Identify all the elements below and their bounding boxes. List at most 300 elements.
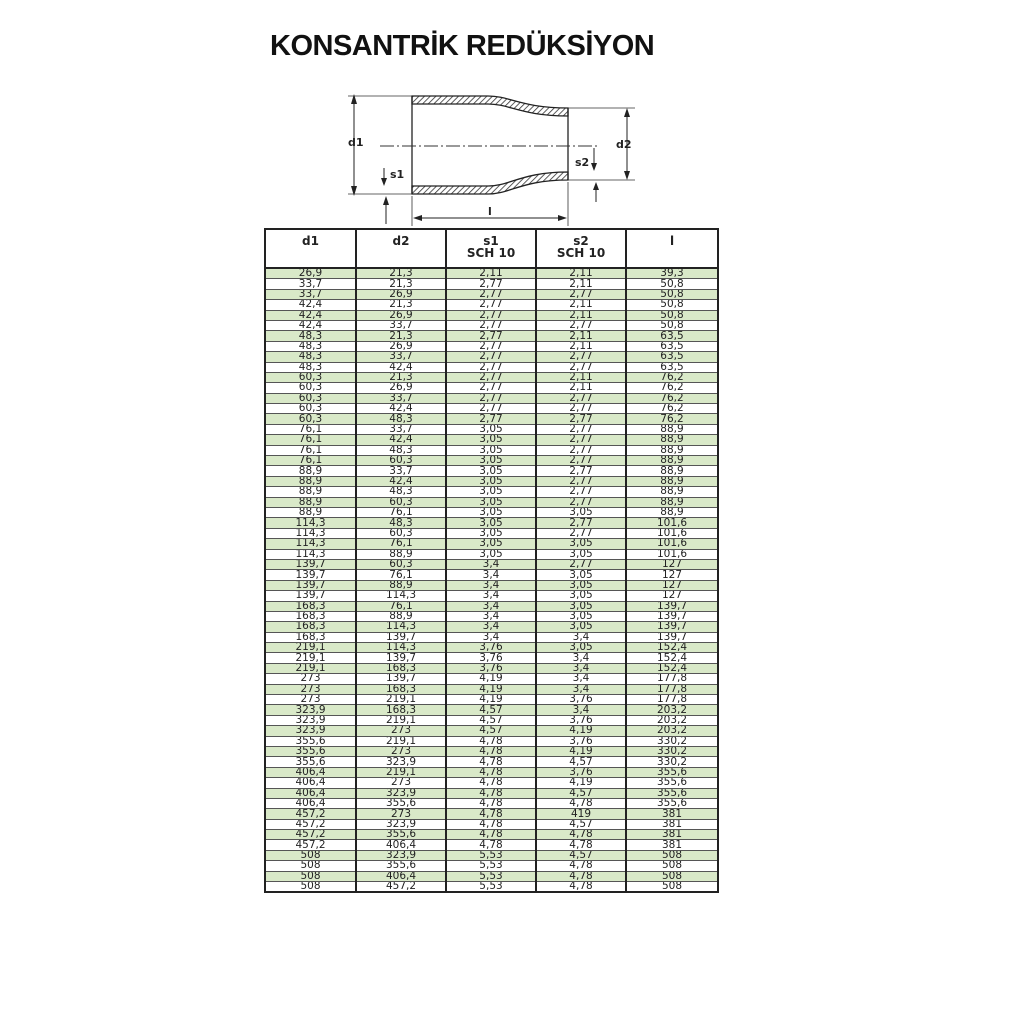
d2-label: d2 [616,138,632,151]
cell-s1: 3,05 [446,528,536,538]
cell-s2: 419 [536,809,626,819]
cell-d1: 88,9 [265,476,356,486]
reducer-wall-top [412,96,568,116]
table-row [265,404,718,414]
cell-l: 381 [626,819,718,829]
cell-d1: 457,2 [265,809,356,819]
page-title: KONSANTRİK REDÜKSİYON [270,30,655,62]
cell-l: 508 [626,871,718,881]
table-row [265,300,718,310]
cell-d2: 355,6 [356,830,446,840]
cell-l: 101,6 [626,518,718,528]
cell-d1: 88,9 [265,507,356,517]
cell-s1: 4,78 [446,819,536,829]
cell-l: 88,9 [626,476,718,486]
cell-s2: 4,57 [536,788,626,798]
cell-s1: 3,4 [446,580,536,590]
cell-s2: 2,77 [536,352,626,362]
cell-s1: 3,05 [446,466,536,476]
cell-d1: 406,4 [265,767,356,777]
cell-s2: 4,57 [536,819,626,829]
cell-s1: 3,76 [446,643,536,653]
cell-d2: 33,7 [356,466,446,476]
cell-d2: 355,6 [356,798,446,808]
cell-s1: 2,77 [446,362,536,372]
cell-s2: 4,78 [536,871,626,881]
cell-s2: 2,11 [536,331,626,341]
cell-d2: 60,3 [356,497,446,507]
cell-l: 88,9 [626,487,718,497]
cell-d1: 76,1 [265,456,356,466]
cell-l: 139,7 [626,622,718,632]
cell-s2: 2,77 [536,445,626,455]
cell-s2: 3,76 [536,767,626,777]
cell-d2: 323,9 [356,819,446,829]
cell-d2: 60,3 [356,559,446,569]
cell-d1: 219,1 [265,653,356,663]
cell-l: 381 [626,830,718,840]
cell-s2: 2,77 [536,497,626,507]
table-row [265,393,718,403]
table-row [265,695,718,705]
cell-s1: 3,05 [446,518,536,528]
cell-l: 381 [626,809,718,819]
cell-d1: 60,3 [265,372,356,382]
cell-d1: 139,7 [265,559,356,569]
cell-s1: 2,77 [446,341,536,351]
cell-s2: 3,76 [536,715,626,725]
table-row [265,591,718,601]
cell-l: 203,2 [626,705,718,715]
cell-d1: 114,3 [265,518,356,528]
cell-d2: 33,7 [356,393,446,403]
cell-s1: 3,05 [446,497,536,507]
cell-s1: 2,77 [446,414,536,424]
cell-d1: 26,9 [265,268,356,279]
cell-l: 330,2 [626,757,718,767]
cell-s1: 3,76 [446,663,536,673]
cell-s2: 4,19 [536,726,626,736]
cell-d1: 219,1 [265,663,356,673]
cell-l: 50,8 [626,300,718,310]
cell-s1: 3,05 [446,487,536,497]
cell-l: 355,6 [626,788,718,798]
cell-s2: 2,77 [536,518,626,528]
cell-l: 139,7 [626,601,718,611]
cell-d2: 168,3 [356,684,446,694]
cell-s1: 2,77 [446,352,536,362]
cell-d2: 457,2 [356,882,446,893]
cell-d1: 457,2 [265,819,356,829]
table-header-row [265,229,718,268]
cell-s1: 5,53 [446,871,536,881]
cell-s1: 3,4 [446,632,536,642]
cell-d2: 88,9 [356,580,446,590]
cell-l: 88,9 [626,466,718,476]
cell-d2: 60,3 [356,528,446,538]
table-row [265,601,718,611]
cell-s2: 3,4 [536,674,626,684]
cell-d2: 273 [356,746,446,756]
cell-s2: 2,11 [536,341,626,351]
cell-d1: 76,1 [265,435,356,445]
cell-d1: 323,9 [265,705,356,715]
cell-s1: 3,4 [446,611,536,621]
cell-s2: 3,4 [536,684,626,694]
cell-l: 355,6 [626,798,718,808]
cell-d1: 60,3 [265,414,356,424]
cell-s1: 3,4 [446,570,536,580]
cell-l: 88,9 [626,435,718,445]
header-s2: s2 SCH 10 [536,229,626,268]
cell-s1: 2,77 [446,289,536,299]
cell-d2: 21,3 [356,300,446,310]
cell-l: 88,9 [626,497,718,507]
table-row [265,518,718,528]
cell-s1: 2,11 [446,268,536,279]
cell-d1: 139,7 [265,591,356,601]
cell-d1: 88,9 [265,466,356,476]
table-row [265,320,718,330]
cell-d1: 48,3 [265,362,356,372]
cell-s1: 4,78 [446,767,536,777]
cell-s2: 3,05 [536,622,626,632]
table-row [265,466,718,476]
cell-d1: 33,7 [265,279,356,289]
cell-d1: 48,3 [265,331,356,341]
cell-d2: 219,1 [356,767,446,777]
reducer-diagram [340,84,640,228]
cell-d1: 33,7 [265,289,356,299]
cell-s1: 4,78 [446,840,536,850]
cell-l: 50,8 [626,279,718,289]
cell-d2: 273 [356,726,446,736]
cell-s1: 4,78 [446,746,536,756]
cell-s2: 2,77 [536,320,626,330]
cell-s2: 3,4 [536,632,626,642]
cell-s1: 2,77 [446,372,536,382]
table-row [265,809,718,819]
cell-d1: 355,6 [265,736,356,746]
cell-s1: 3,05 [446,424,536,434]
cell-s1: 2,77 [446,310,536,320]
reducer-wall-bottom [412,172,568,194]
table-row [265,456,718,466]
cell-d2: 26,9 [356,289,446,299]
cell-s2: 2,77 [536,393,626,403]
cell-l: 139,7 [626,611,718,621]
cell-d1: 139,7 [265,570,356,580]
table-row [265,840,718,850]
table-row [265,435,718,445]
cell-d2: 26,9 [356,383,446,393]
table-row [265,268,718,279]
cell-s2: 3,4 [536,653,626,663]
cell-l: 101,6 [626,549,718,559]
cell-d2: 21,3 [356,268,446,279]
cell-s2: 3,05 [536,549,626,559]
cell-s2: 3,4 [536,705,626,715]
cell-s1: 3,4 [446,601,536,611]
cell-s2: 2,77 [536,424,626,434]
cell-l: 127 [626,570,718,580]
cell-d2: 219,1 [356,736,446,746]
cell-l: 355,6 [626,778,718,788]
cell-l: 381 [626,840,718,850]
table-row [265,767,718,777]
cell-d2: 42,4 [356,362,446,372]
table-row [265,674,718,684]
cell-s2: 4,57 [536,757,626,767]
cell-s2: 3,05 [536,507,626,517]
cell-s1: 5,53 [446,882,536,893]
cell-l: 177,8 [626,695,718,705]
cell-l: 39,3 [626,268,718,279]
cell-d2: 26,9 [356,341,446,351]
cell-d2: 48,3 [356,487,446,497]
cell-l: 88,9 [626,445,718,455]
cell-d1: 508 [265,882,356,893]
cell-s1: 4,78 [446,788,536,798]
cell-s1: 5,53 [446,850,536,860]
cell-s1: 3,05 [446,456,536,466]
cell-d2: 48,3 [356,414,446,424]
cell-s1: 4,57 [446,726,536,736]
cell-s1: 3,05 [446,435,536,445]
table-row [265,726,718,736]
cell-s2: 3,05 [536,591,626,601]
table-row [265,372,718,382]
cell-s1: 2,77 [446,300,536,310]
cell-d1: 219,1 [265,643,356,653]
cell-d2: 139,7 [356,653,446,663]
table-row [265,487,718,497]
cell-d2: 76,1 [356,570,446,580]
cell-s2: 4,19 [536,746,626,756]
table-row [265,476,718,486]
cell-l: 50,8 [626,310,718,320]
cell-l: 508 [626,850,718,860]
cell-s1: 4,78 [446,736,536,746]
cell-s1: 4,78 [446,778,536,788]
cell-s1: 4,78 [446,830,536,840]
cell-d2: 168,3 [356,663,446,673]
cell-d1: 168,3 [265,611,356,621]
cell-s2: 2,77 [536,487,626,497]
d1-label: d1 [348,136,364,149]
cell-s2: 2,77 [536,404,626,414]
cell-d1: 168,3 [265,632,356,642]
cell-l: 127 [626,591,718,601]
cell-d2: 323,9 [356,757,446,767]
cell-l: 76,2 [626,414,718,424]
cell-s2: 3,05 [536,539,626,549]
dimension-table [264,228,719,893]
cell-s1: 4,19 [446,695,536,705]
cell-s1: 4,78 [446,809,536,819]
cell-d2: 88,9 [356,549,446,559]
cell-d1: 88,9 [265,487,356,497]
table-row [265,705,718,715]
cell-d1: 114,3 [265,539,356,549]
cell-d2: 42,4 [356,404,446,414]
cell-d2: 114,3 [356,591,446,601]
cell-d2: 114,3 [356,622,446,632]
table-row [265,632,718,642]
cell-d2: 33,7 [356,424,446,434]
cell-l: 139,7 [626,632,718,642]
s2-label: s2 [575,156,590,169]
cell-s2: 2,77 [536,289,626,299]
cell-d2: 76,1 [356,507,446,517]
cell-s1: 4,78 [446,757,536,767]
table-row [265,279,718,289]
cell-d2: 139,7 [356,632,446,642]
cell-l: 127 [626,559,718,569]
l-label: l [488,205,492,218]
cell-s2: 4,78 [536,882,626,893]
cell-s1: 3,05 [446,507,536,517]
cell-d2: 42,4 [356,476,446,486]
table-row [265,445,718,455]
cell-l: 152,4 [626,643,718,653]
table-row [265,830,718,840]
cell-s1: 2,77 [446,393,536,403]
cell-l: 63,5 [626,341,718,351]
cell-s2: 3,4 [536,663,626,673]
table-row [265,528,718,538]
cell-l: 152,4 [626,663,718,673]
cell-s2: 2,11 [536,372,626,382]
table-row [265,580,718,590]
cell-l: 508 [626,861,718,871]
cell-l: 50,8 [626,289,718,299]
cell-d1: 114,3 [265,528,356,538]
cell-d1: 42,4 [265,320,356,330]
table-row [265,778,718,788]
cell-d2: 323,9 [356,788,446,798]
cell-d2: 42,4 [356,435,446,445]
cell-l: 203,2 [626,726,718,736]
cell-d1: 323,9 [265,726,356,736]
cell-d1: 60,3 [265,383,356,393]
cell-s1: 3,05 [446,539,536,549]
cell-s1: 2,77 [446,404,536,414]
cell-d2: 21,3 [356,372,446,382]
cell-s1: 3,05 [446,549,536,559]
cell-s2: 3,05 [536,643,626,653]
cell-d1: 406,4 [265,798,356,808]
header-s1: s1 SCH 10 [446,229,536,268]
cell-s2: 4,57 [536,850,626,860]
cell-s2: 2,77 [536,528,626,538]
table-row [265,819,718,829]
cell-s2: 3,05 [536,570,626,580]
table-row [265,383,718,393]
header-d1: d1 [265,229,356,268]
table-row [265,850,718,860]
cell-s1: 3,76 [446,653,536,663]
cell-d1: 48,3 [265,341,356,351]
cell-l: 203,2 [626,715,718,725]
cell-d1: 60,3 [265,404,356,414]
cell-s1: 4,19 [446,674,536,684]
cell-s2: 4,78 [536,830,626,840]
cell-s2: 2,77 [536,466,626,476]
cell-d1: 457,2 [265,830,356,840]
cell-l: 63,5 [626,331,718,341]
table-row [265,788,718,798]
cell-d2: 273 [356,778,446,788]
cell-d2: 323,9 [356,850,446,860]
cell-s2: 2,77 [536,559,626,569]
cell-d2: 168,3 [356,705,446,715]
cell-d2: 33,7 [356,352,446,362]
cell-d2: 88,9 [356,611,446,621]
cell-s1: 3,05 [446,476,536,486]
table-row [265,622,718,632]
cell-l: 63,5 [626,362,718,372]
cell-d1: 48,3 [265,352,356,362]
cell-d2: 273 [356,809,446,819]
table-row [265,362,718,372]
cell-s2: 2,11 [536,383,626,393]
cell-l: 330,2 [626,746,718,756]
table-row [265,736,718,746]
cell-l: 101,6 [626,539,718,549]
cell-d1: 42,4 [265,310,356,320]
cell-l: 88,9 [626,507,718,517]
cell-d1: 273 [265,695,356,705]
s1-label: s1 [390,168,405,181]
cell-l: 177,8 [626,684,718,694]
cell-s2: 3,05 [536,580,626,590]
cell-s1: 5,53 [446,861,536,871]
cell-s2: 3,76 [536,736,626,746]
cell-s2: 2,77 [536,476,626,486]
cell-s1: 4,19 [446,684,536,694]
cell-d2: 114,3 [356,643,446,653]
cell-d1: 508 [265,861,356,871]
table-row [265,539,718,549]
cell-s1: 4,57 [446,715,536,725]
cell-d2: 219,1 [356,695,446,705]
table-row [265,310,718,320]
table-row [265,570,718,580]
cell-l: 101,6 [626,528,718,538]
table-row [265,559,718,569]
cell-s1: 3,4 [446,559,536,569]
cell-l: 355,6 [626,767,718,777]
dimension-table-container [264,228,717,893]
table-row [265,871,718,881]
cell-l: 127 [626,580,718,590]
table-row [265,341,718,351]
cell-d1: 273 [265,674,356,684]
cell-l: 177,8 [626,674,718,684]
table-row [265,497,718,507]
cell-s2: 2,77 [536,362,626,372]
cell-s2: 4,78 [536,861,626,871]
cell-d2: 76,1 [356,539,446,549]
cell-s2: 4,78 [536,798,626,808]
table-row [265,746,718,756]
cell-d1: 168,3 [265,601,356,611]
table-row [265,757,718,767]
cell-d2: 21,3 [356,331,446,341]
cell-s2: 4,78 [536,840,626,850]
cell-d1: 355,6 [265,746,356,756]
